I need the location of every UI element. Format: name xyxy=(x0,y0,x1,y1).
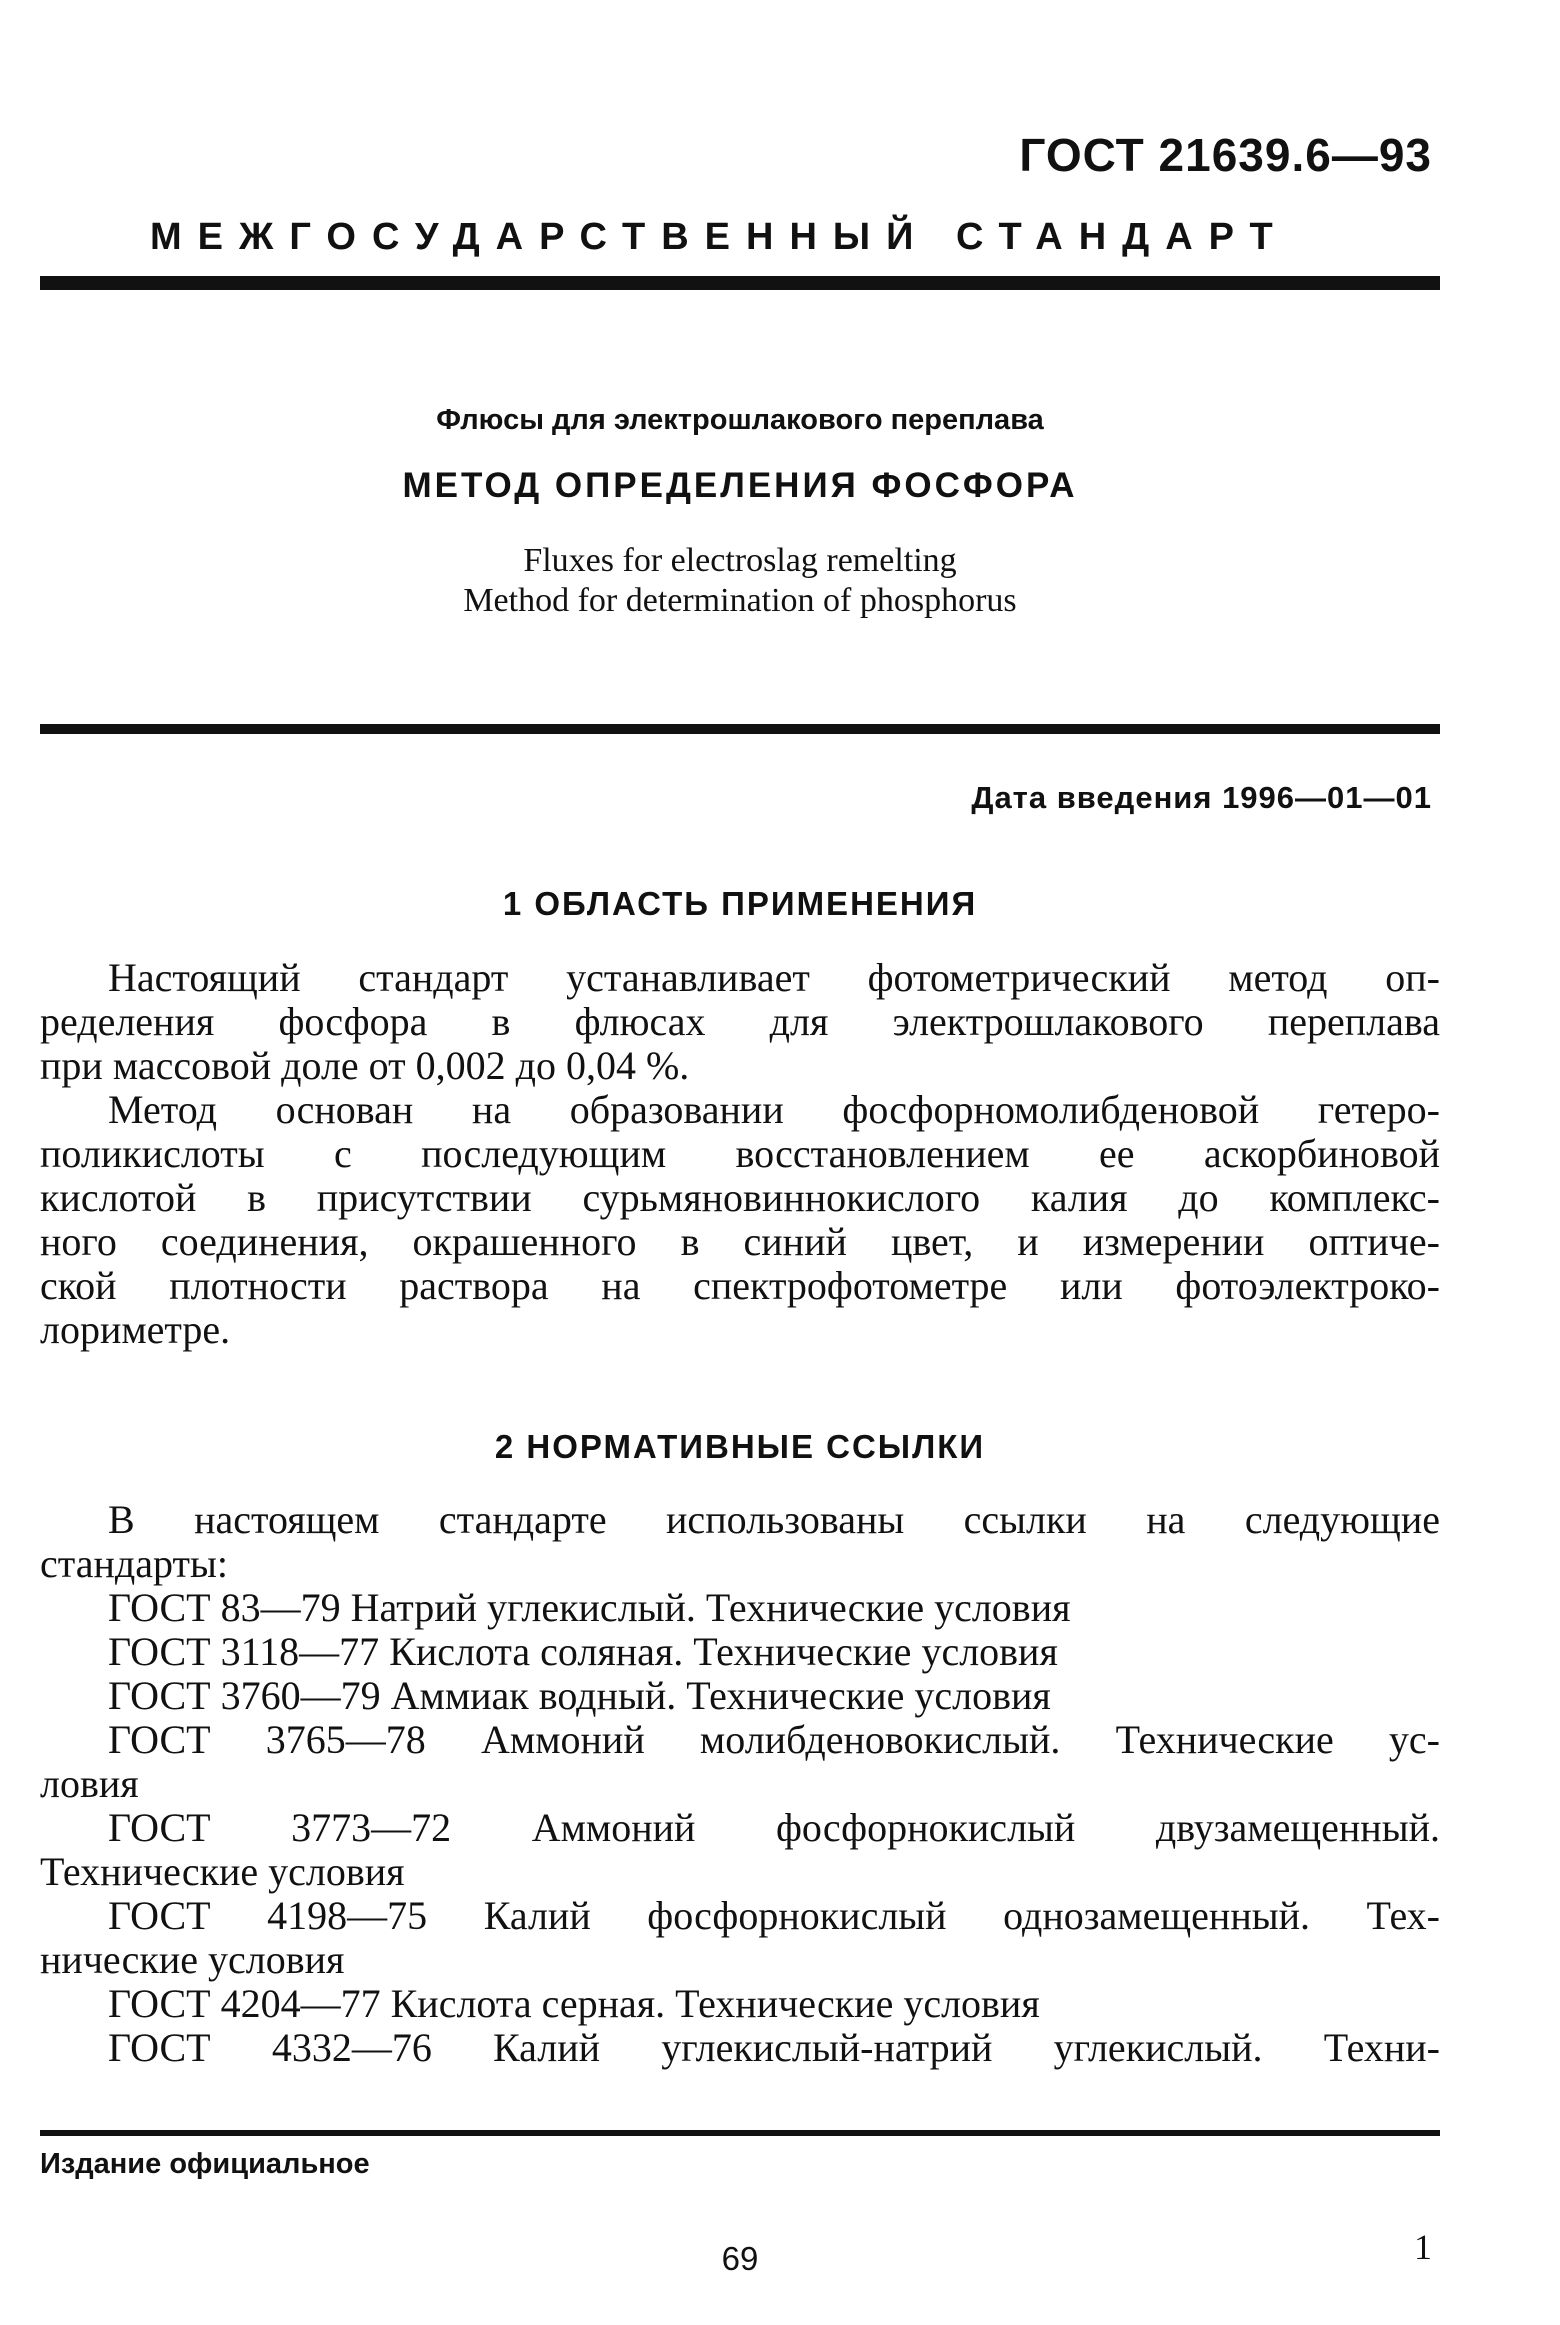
text-line: Метод основан на образовании фосфорномолибденовой гетеро- xyxy=(108,1087,1440,1132)
reference-line: ГОСТ 4198—75 Калий фосфорнокислый однозамещенный. Тех- xyxy=(108,1893,1440,1938)
reference-line: ГОСТ 3765—78 Аммоний молибденовокислый. Технические ус- xyxy=(108,1717,1440,1762)
standard-type-heading: МЕЖГОСУДАРСТВЕННЫЙ СТАНДАРТ xyxy=(150,216,1289,258)
text-line: ного соединения, окрашенного в синий цвет, и измерении оптиче- xyxy=(40,1219,1440,1264)
introduction-date: Дата введения 1996—01—01 xyxy=(971,780,1432,815)
reference-line: ловия xyxy=(40,1761,139,1806)
title-russian-subject: Флюсы для электрошлакового переплава xyxy=(436,404,1044,436)
reference-line: ГОСТ 3118—77 Кислота соляная. Технические условия xyxy=(108,1629,1058,1674)
text-line: стандарты: xyxy=(40,1541,228,1586)
section-1-text xyxy=(40,956,1440,1352)
text-line: ределения фосфора в флюсах для электрошлакового переплава xyxy=(40,999,1440,1044)
text-line: Настоящий стандарт устанавливает фотометрический метод оп- xyxy=(108,955,1440,1000)
reference-line: ГОСТ 3773—72 Аммоний фосфорнокислый двузамещенный. xyxy=(108,1805,1440,1850)
gost-number: ГОСТ 21639.6—93 xyxy=(1019,129,1432,181)
title-english-method: Method for determination of phosphorus xyxy=(463,582,1017,619)
title-russian-method: МЕТОД ОПРЕДЕЛЕНИЯ ФОСФОРА xyxy=(402,466,1078,505)
text-line: кислотой в присутствии сурьмяновиннокислого калия до комплекс- xyxy=(40,1175,1440,1220)
text-line: при массовой доле от 0,002 до 0,04 %. xyxy=(40,1043,690,1088)
reference-line: нические условия xyxy=(40,1937,345,1982)
title-rule xyxy=(40,724,1440,734)
title-english-subject: Fluxes for electroslag remelting xyxy=(523,542,957,579)
text-line: поликислоты с последующим восстановлением ее аскорбиновой xyxy=(40,1131,1440,1176)
section-2-heading: 2 НОРМАТИВНЫЕ ССЫЛКИ xyxy=(494,1428,986,1465)
reference-line: ГОСТ 83—79 Натрий углекислый. Технические условия xyxy=(108,1585,1071,1630)
reference-line: ГОСТ 3760—79 Аммиак водный. Технические условия xyxy=(108,1673,1051,1718)
sheet-number: 1 xyxy=(1414,2227,1432,2267)
text-line: лориметре. xyxy=(40,1307,231,1352)
section-2-text xyxy=(40,1498,1440,2070)
text-line: В настоящем стандарте использованы ссылки на следующие xyxy=(108,1497,1440,1542)
page-number: 69 xyxy=(721,2240,759,2277)
section-1-heading: 1 ОБЛАСТЬ ПРИМЕНЕНИЯ xyxy=(502,885,978,922)
reference-line: ГОСТ 4332—76 Калий углекислый-натрий углекислый. Техни- xyxy=(108,2025,1440,2070)
reference-line: Технические условия xyxy=(40,1849,405,1894)
reference-line: ГОСТ 4204—77 Кислота серная. Технические условия xyxy=(108,1981,1040,2026)
text-line: ской плотности раствора на спектрофотометре или фотоэлектроко- xyxy=(40,1263,1440,1308)
edition-note: Издание официальное xyxy=(40,2148,370,2180)
header-rule xyxy=(40,276,1440,290)
footer-rule xyxy=(40,2130,1440,2136)
